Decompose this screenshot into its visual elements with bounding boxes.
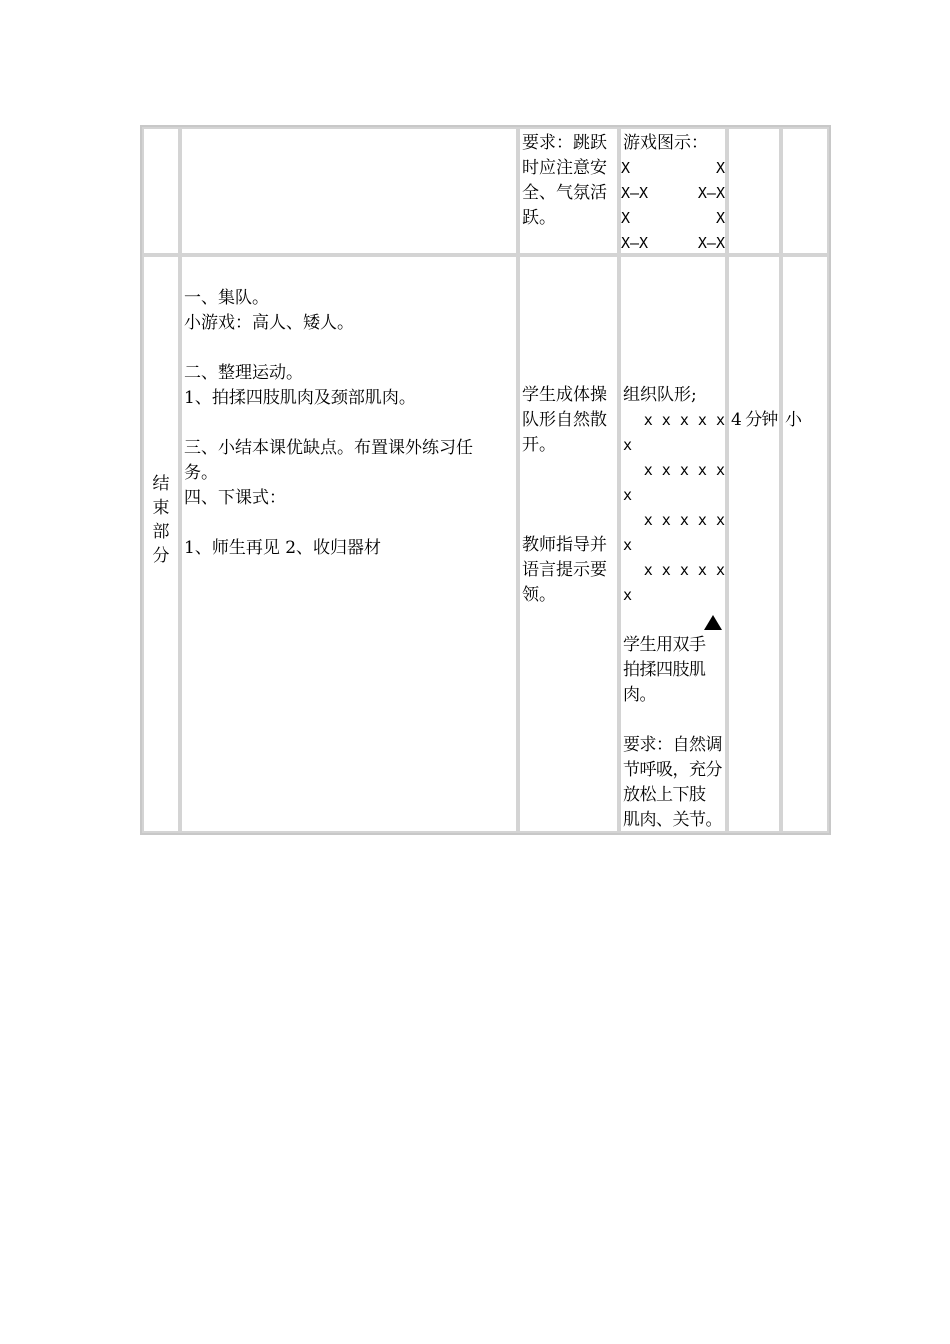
diagram-left: X [621, 159, 631, 177]
diagram-title: 游戏图示： [623, 133, 708, 153]
row2-organization-cell [619, 255, 727, 833]
formation-tail: x [623, 586, 633, 604]
game-diagram [621, 156, 725, 256]
row2-content-cell [180, 255, 518, 833]
time-text: 4 分钟 [731, 410, 778, 430]
diagram-line [621, 206, 725, 231]
formation-row: x x x x x [643, 561, 725, 579]
row1-section-cell [142, 127, 180, 255]
lesson-plan-table [140, 125, 831, 835]
formation-diagram [621, 408, 725, 608]
section-label [144, 472, 178, 568]
teacher-triangle-icon [704, 615, 722, 630]
diagram-right: X [715, 159, 725, 177]
student-method-text: 学生成体操 队形自然散 开。 [522, 385, 607, 455]
section-char: 束 [152, 498, 170, 518]
row2-intensity-cell [781, 255, 829, 833]
row2-time-cell [727, 255, 781, 833]
section-char: 结 [152, 474, 170, 494]
diagram-left: X [621, 209, 631, 227]
row2-method-cell [518, 255, 619, 833]
organization-title: 组织队形; [623, 385, 697, 405]
formation-row: x x x x x [643, 461, 725, 479]
section-char: 分 [152, 546, 170, 566]
diagram-left: X—X [621, 184, 649, 202]
section-char: 部 [152, 522, 170, 542]
diagram-line [621, 181, 725, 206]
diagram-right: X—X [697, 184, 725, 202]
row1-diagram-cell [619, 127, 727, 255]
diagram-left: X—X [621, 234, 649, 252]
diagram-right: X—X [697, 234, 725, 252]
row2-section-cell [142, 255, 180, 833]
organization-note-text: 学生用双手 拍揉四肢肌 肉。 要求：自然调 节呼吸，充分 放松上下肢 肌肉、关节。 [623, 635, 722, 830]
formation-row: x x x x x [643, 511, 725, 529]
formation-tail: x [623, 436, 633, 454]
formation-row: x x x x x [643, 411, 725, 429]
diagram-right: X [715, 209, 725, 227]
intensity-text: 小 [785, 410, 802, 430]
row1-requirement-text: 要求：跳跃 时应注意安 全、气氛活 跃。 [522, 133, 607, 228]
row1-intensity-cell [781, 127, 829, 255]
lesson-content-text: 一、集队。 小游戏：高人、矮人。 二、整理运动。 1、拍揉四肢肌肉及颈部肌肉。 三、小结本课优缺点。布置课外练习任 务。 四、下课式： 1、师生再见 2、收归器材 [184, 288, 473, 558]
row1-content-cell [180, 127, 518, 255]
row1-method-cell [518, 127, 619, 255]
formation-tail: x [623, 486, 633, 504]
teacher-method-text: 教师指导并 语言提示要 领。 [522, 535, 607, 605]
formation-tail: x [623, 536, 633, 554]
row1-time-cell [727, 127, 781, 255]
diagram-line [621, 156, 725, 181]
diagram-line [621, 231, 725, 256]
